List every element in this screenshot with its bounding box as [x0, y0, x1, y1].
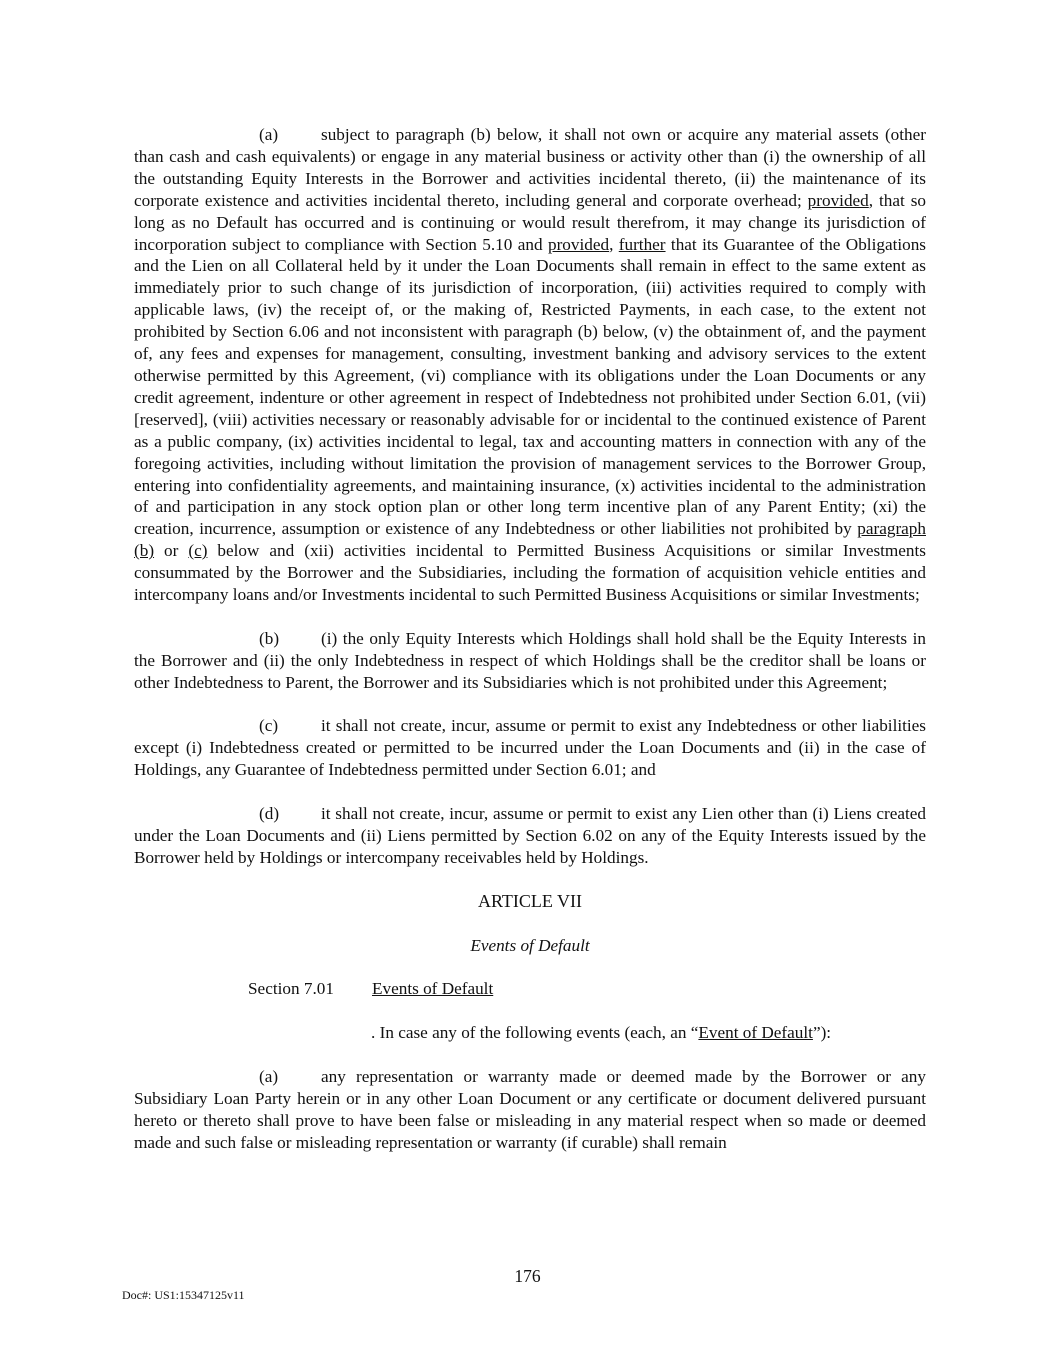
- paragraph-text: , that so long as no Default has occurred and is continuing or would result therefrom, it may change its jurisdiction of incorporation subject to compliance with Section 5.10 and: [134, 190, 926, 254]
- underlined-term: provided: [547, 234, 610, 254]
- paragraph-a-events: [134, 1066, 926, 1154]
- article-heading: ARTICLE VII: [477, 890, 583, 911]
- paragraph-text: below and (xii) activities incidental to Permitted Business Acquisitions or similar Investments consummated by the Borrower and the Subsidiaries, including the formation of acquisition vehicle entities and intercompany loans and/or Investments incidental to such Permitted Business Acquisitions or similar Investments;: [134, 541, 926, 605]
- paragraph-text: it shall not create, incur, assume or permit to exist any Indebtedness or other liabilities except (i) Indebtedness created or permitted to be incurred under the Loan Documents and (ii) in the case of Holdings, any Guarantee of Indebtedness permitted under Section 6.01; and: [134, 716, 926, 780]
- section-title: Events of Default: [372, 979, 494, 999]
- paragraph-c: [134, 715, 926, 781]
- paragraph-a: [134, 124, 926, 606]
- paragraph-text: or: [154, 541, 189, 561]
- document-id: Doc#: US1:15347125v11: [122, 1288, 245, 1302]
- paragraph-d: [134, 803, 926, 869]
- underlined-reference: (c): [188, 541, 208, 561]
- paragraph-text: (i) the only Equity Interests which Holdings shall hold shall be the Equity Interests in the Borrower and (ii) the only Indebtedness in respect of which Holdings shall be the creditor shall be loans or other Indebtedness to Parent, the Borrower and its Subsidiaries which is not prohibited under this Agreement;: [134, 628, 926, 692]
- section-number: Section 7.01: [248, 979, 334, 999]
- underlined-term: further: [618, 234, 666, 254]
- intro-text: . In case any of the following events (each, an “: [371, 1023, 699, 1043]
- article-subtitle: Events of Default: [470, 935, 590, 955]
- underlined-reference: paragraph (b): [134, 519, 926, 561]
- intro-text: ”):: [812, 1023, 832, 1043]
- paragraph-marker: (a): [259, 125, 279, 144]
- document-page: [134, 124, 926, 1175]
- paragraph-text: ,: [609, 234, 619, 254]
- paragraph-text: that its Guarantee of the Obligations and the Lien on all Collateral held by it under the Loan Documents shall remain in effect to the same extent as immediately prior to such change of its jurisdiction of incorporation, (iii) activities required to comply with applicable laws, (iv) the receipt of, or the making of, Restricted Payments, in each case, to the extent not prohibited by Section 6.06 and not inconsistent with paragraph (b) below, (v) the obtainment of, and the payment of, any fees and expenses for management, consulting, investment banking and advisory services to the extent otherwise permitted by this Agreement, (vi) compliance with its obligations under the Loan Documents or any credit agreement, indenture or other agreement in respect of Indebtedness not prohibited under Section 6.01, (vii) [reserved], (viii) activities necessary or reasonably advisable for or incidental to the continued existence of Parent as a public company, (ix) activities incidental to legal, tax and accounting matters in connection with any of the foregoing activities, including without limitation the provision of management services to the Borrower Group, entering into confidentiality agreements, and maintaining insurance, (x) activities incidental to the administration of and participation in any stock option plan or other long term incentive plan of any Parent Entity; (xi) the creation, incurrence, assumption or existence of any Indebtedness or other liabilities not prohibited by: [134, 234, 926, 539]
- paragraph-text: it shall not create, incur, assume or permit to exist any Lien other than (i) Liens created under the Loan Documents and (ii) Liens permitted by Section 6.02 on any of the Equity Interests issued by the Borrower held by Holdings or intercompany receivables held by Holdings.: [134, 804, 926, 867]
- paragraph-marker: (d): [259, 804, 280, 824]
- paragraph-marker: (b): [259, 628, 280, 648]
- paragraph-b: [134, 628, 926, 694]
- underlined-term: provided: [807, 190, 869, 210]
- paragraph-marker: (c): [259, 716, 279, 736]
- paragraph-text: subject to paragraph (b) below, it shall not own or acquire any material assets (other than cash and cash equivalents) or engage in any material business or activity other than (i) the ownership of all the outstanding Equity Interests in the Borrower and activities incidental thereto, (ii) the maintenance of its corporate existence and activities incidental thereto, including general and corporate overhead;: [134, 125, 926, 210]
- section-heading: [134, 978, 926, 1000]
- section-intro: [134, 1022, 926, 1044]
- paragraph-marker: (a): [259, 1066, 279, 1086]
- defined-term: Event of Default: [698, 1023, 813, 1043]
- paragraph-text: any representation or warranty made or deemed made by the Borrower or any Subsidiary Loan Party herein or in any other Loan Document or any certificate or document delivered pursuant hereto or thereto shall prove to have been false or misleading in any material respect when so made or deemed made and such false or misleading representation or warranty (if curable) shall remain: [134, 1066, 926, 1152]
- page-number: 176: [514, 1266, 541, 1286]
